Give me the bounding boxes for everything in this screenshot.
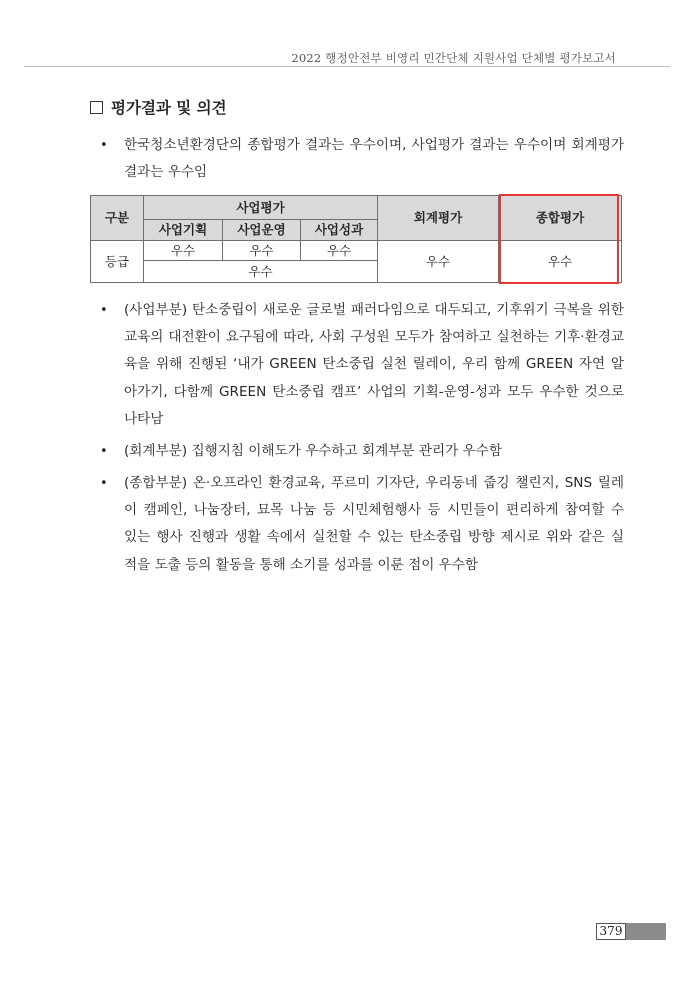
paragraph-line: 교육의 대전환이 요구됨에 따라, 사회 구성원 모두가 참여하고 실천하는 기후·환경교	[124, 329, 624, 346]
paragraph-line: 적을 도출 등의 활동을 통해 소기를 성과를 이룬 점이 우수함	[124, 556, 479, 573]
header-divider	[24, 66, 670, 67]
intro-line: 결과는 우수임	[124, 164, 208, 181]
cell-accounting-grade: 우수	[378, 241, 499, 283]
page-number-bar	[626, 923, 666, 940]
cell-business-total-grade: 우수	[144, 261, 378, 283]
checkbox-square-icon	[90, 101, 103, 114]
bullet-icon: •	[100, 303, 108, 318]
bullet-icon: •	[100, 444, 108, 459]
intro-bullet	[100, 132, 624, 186]
header-accounting-eval: 회계평가	[378, 196, 499, 241]
cell-overall-grade: 우수	[499, 241, 622, 283]
section-title-text: 평가결과 및 의견	[111, 99, 227, 117]
accounting-bullet	[100, 438, 624, 465]
paragraph-line: 나타남	[124, 410, 164, 427]
paragraph-line: (종합부분) 온·오프라인 환경교육, 푸르미 기자단, 우리동네 줍깅 챌린지, SNS 릴레	[124, 475, 624, 491]
paragraph-line: (사업부분) 탄소중립이 새로운 글로벌 패러다임으로 대두되고, 기후위기 극복을 위한	[124, 302, 624, 318]
header-performance: 사업성과	[301, 220, 378, 241]
section-title	[90, 96, 227, 118]
header-operation: 사업운영	[223, 220, 301, 241]
paragraph-line: 있는 행사 진행과 생활 속에서 실천할 수 있는 탄소중립 방향 제시로 위와 같은 실	[124, 529, 624, 546]
paragraph-line: 아가기, 다함께 GREEN 탄소중립 캠프’ 사업의 기획-운영-성과 모두 우수한 것으로	[124, 383, 624, 400]
header-gubun: 구분	[91, 196, 144, 241]
header-business-eval: 사업평가	[144, 196, 378, 220]
bullet-icon: •	[100, 476, 108, 491]
overall-bullet	[100, 470, 624, 579]
paragraph-line: 육을 위해 진행된 ‘내가 GREEN 탄소중립 실천 릴레이, 우리 함께 GREEN 자연 알	[124, 356, 624, 373]
header-overall-eval: 종합평가	[499, 196, 622, 241]
cell-performance-grade: 우수	[301, 241, 378, 261]
paragraph-line: 이 캠페인, 나눔장터, 묘목 나눔 등 시민체험행사 등 시민들이 편리하게 참여할 수	[124, 502, 624, 519]
cell-operation-grade: 우수	[223, 241, 301, 261]
header-planning: 사업기획	[144, 220, 223, 241]
running-header: 2022 행정안전부 비영리 민간단체 지원사업 단체별 평가보고서	[291, 51, 616, 65]
row-label-grade: 등급	[91, 241, 144, 283]
cell-planning-grade: 우수	[144, 241, 223, 261]
paragraph-line: (회계부분) 집행지침 이해도가 우수하고 회계부분 관리가 우수함	[124, 443, 502, 459]
evaluation-table	[90, 195, 622, 283]
page-number: 379	[596, 923, 626, 940]
intro-line: 한국청소년환경단의 종합평가 결과는 우수이며, 사업평가 결과는 우수이며 회계평가	[124, 137, 624, 153]
business-bullet	[100, 297, 624, 433]
bullet-icon: •	[100, 138, 108, 153]
